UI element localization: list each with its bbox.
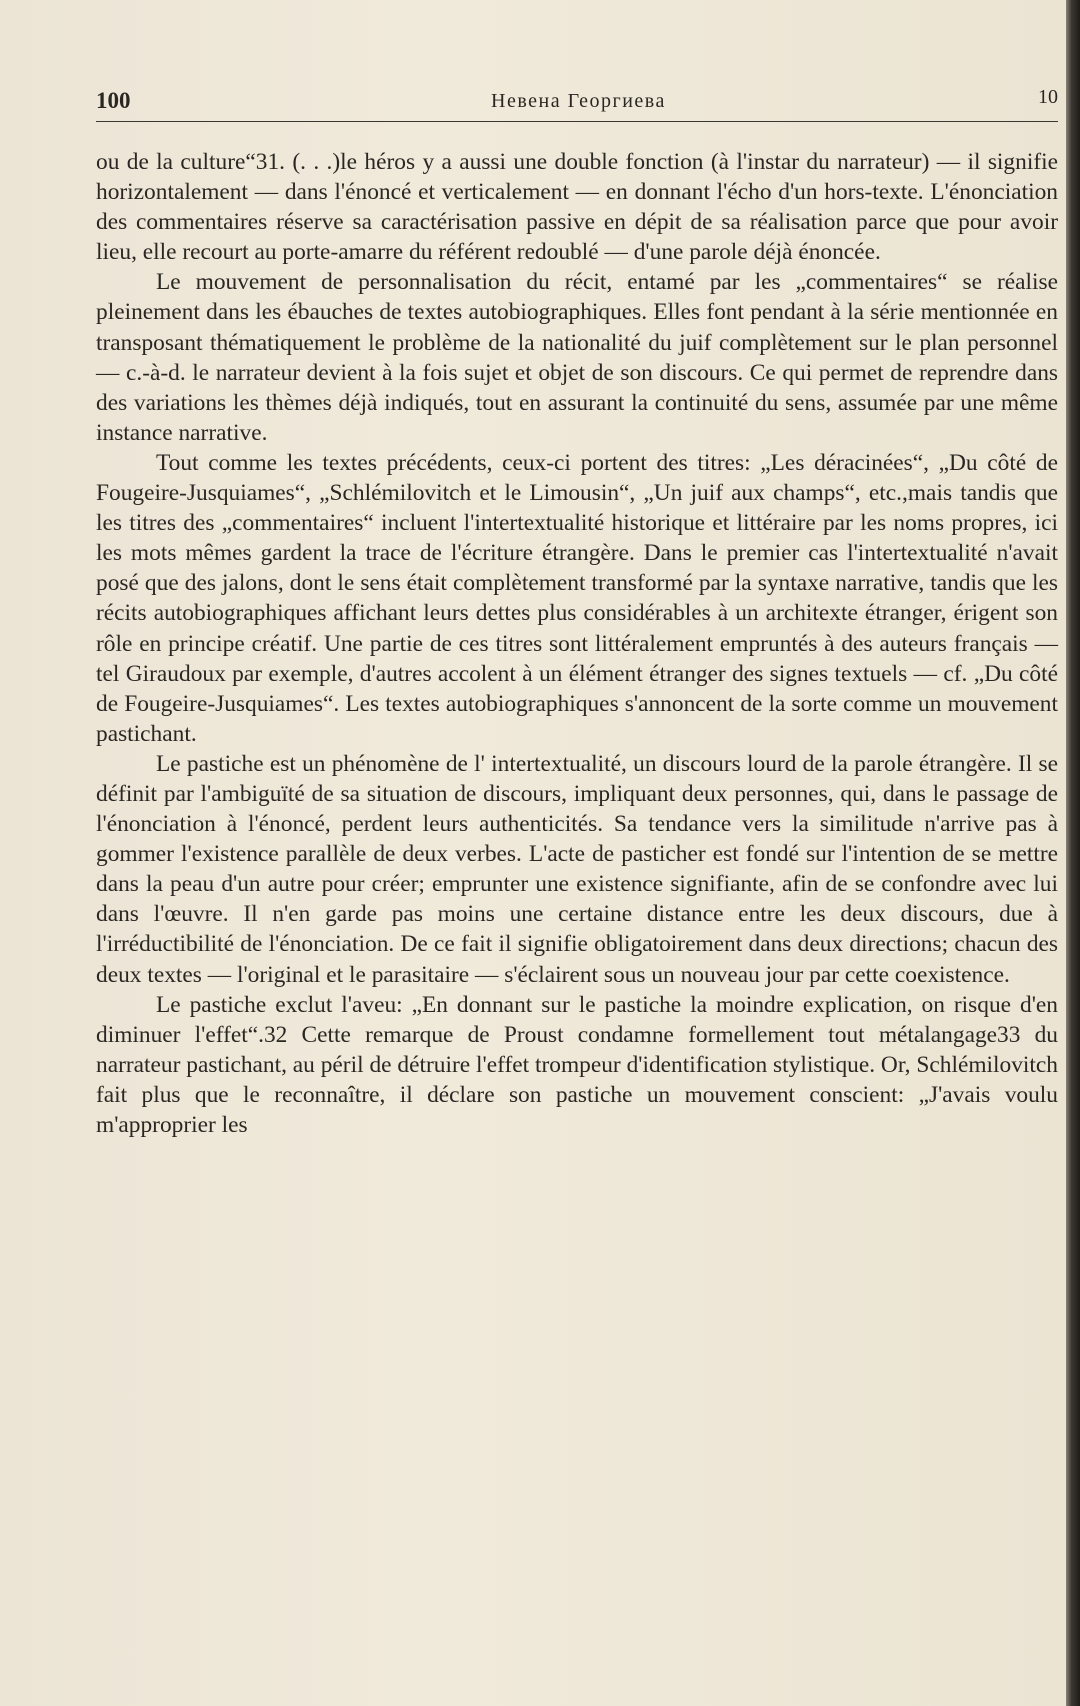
running-head-author: Невена Георгиева xyxy=(491,90,666,112)
page-number: 100 xyxy=(96,88,131,113)
paragraph-personnalisation: Le mouvement de personnalisation du récit, entamé par les „commentaires“ se réalise pleinement dans les ébauches de textes autobiographiques. Elles font pendant à la série mentionnée en transposant thématiquement le problème de la nationalité du juif complètement sur le plan personnel — c.-à-d. le narrateur devient à la fois sujet et objet de son discours. Ce qui permet de reprendre dans des variations les thèmes déjà indiqués, tout en assurant la continuité du sens, assumée par une même instance narrative. xyxy=(96,269,1058,446)
paragraph-pastiche-aveu: Le pastiche exclut l'aveu: „En donnant sur le pastiche la moindre explication, on risque d'en diminuer l'effet“.32 Cette remarque de Proust condamne formellement tout métalangage33 du narrateur pastichant, au péril de détruire l'effet trompeur d'identification stylistique. Or, Schlémilovitch fait plus que le reconnaître, il déclare son pastiche un mouvement conscient: „J'avais voulu m'approprier les xyxy=(96,991,1058,1138)
edge-page-number: 10 xyxy=(1038,86,1058,108)
page-header xyxy=(96,88,1058,122)
paragraph-pastiche-definition: Le pastiche est un phénomène de l' intertextualité, un discours lourd de la parole étrangère. Il se définit par l'ambiguïté de sa situation de discours, impliquant deux personnes, qui, dans le passage de l'énonciation à l'énoncé, perdent leurs authenticités. Sa tendance vers la similitude n'arrive pas à gommer l'existence parallèle de deux verbes. L'acte de pasticher est fondé sur l'intention de se mettre dans la peau d'un autre pour créer; emprunter une existence signifiante, afin de se confondre avec lui dans l'œuvre. Il n'en garde pas moins une certaine distance entre les deux discours, due à l'irréductibilité de l'énonciation. De ce fait il signifie obligatoirement dans deux directions; chacun des deux textes — l'original et le parasitaire — s'éclairent sous un nouveau jour par cette coexistence. xyxy=(96,750,1058,988)
body-text xyxy=(96,147,1058,1140)
paragraph-continuation: ou de la culture“31. (. . .)le héros y a aussi une double fonction (à l'instar du narrateur) — il signifie horizontalement — dans l'énoncé et verticalement — en donnant l'écho d'un hors-texte. L'énonciation des commentaires réserve sa caractérisation passive en dépit de sa réalisation parce que pour avoir lieu, elle recourt au porte-amarre du référent redoublé — d'une parole déjà énoncée. xyxy=(96,149,1058,266)
header-rule xyxy=(96,121,1058,122)
paragraph-titres: Tout comme les textes précédents, ceux-ci portent des titres: „Les déracinées“, „Du côté de Fougeire-Jusquiames“, „Schlémilovitch et le Limousin“, „Un juif aux champs“, etc.,mais tandis que les titres des „commentaires“ incluent l'intertextualité historique et littéraire par les noms propres, ici les mots mêmes gardent la trace de l'écriture étrangère. Dans le premier cas l'intertextualité n'avait posé que des jalons, dont le sens était complètement transformé par la syntaxe narrative, tandis que les récits autobiographiques affichant leurs dettes plus considérables à un architexte étranger, érigent son rôle en principe créatif. Une partie de ces titres sont littéralement empruntés à des auteurs français — tel Giraudoux par exemple, d'autres accolent à un élément étranger des signes textuels — cf. „Du côté de Fougeire-Jusquiames“. Les textes autobiographiques s'annoncent de la sorte comme un mouvement pastichant. xyxy=(96,449,1058,747)
page-binding-edge xyxy=(1066,0,1080,1706)
